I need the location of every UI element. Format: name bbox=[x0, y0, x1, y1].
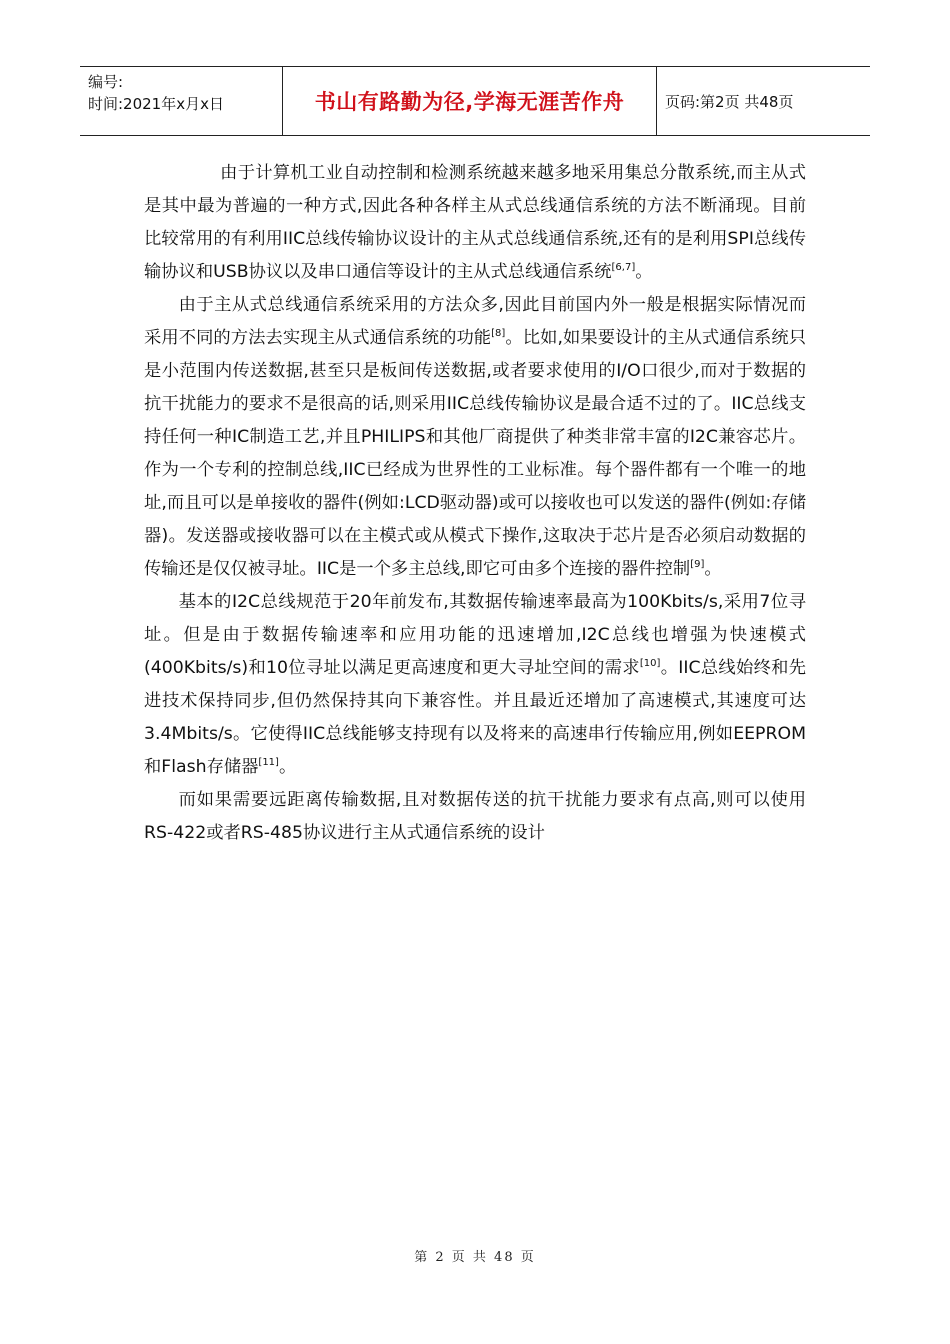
paragraph-4 bbox=[144, 784, 806, 850]
paragraph-text: 。 bbox=[278, 757, 297, 777]
paragraph-3 bbox=[144, 586, 806, 784]
paragraph-text: 。比如,如果要设计的主从式通信系统只是小范围内传送数据,甚至只是板间传送数据,或者要求使用的I/O口很少,而对于数据的抗干扰能力的要求不是很高的话,则采用IIC总线传输协议是最合适不过的了。IIC总线支持任何一种IC制造工艺,并且PHILIPS和其他厂商提供了种类非常丰富的I2C兼容芯片。作为一个专利的控制总线,IIC已经成为世界性的工业标准。每个器件都有一个唯一的地址,而且可以是单接收的器件(例如:LCD驱动器)或可以接收也可以发送的器件(例如:存储器)。发送器或接收器可以在主模式或从模式下操作,这取决于芯片是否必须启动数据的传输还是仅仅被寻址。IIC是一个多主总线,即它可由多个连接的器件控制 bbox=[144, 328, 806, 579]
paragraph-text: 。 bbox=[635, 262, 653, 282]
citation: [10] bbox=[639, 658, 661, 669]
page-header bbox=[80, 66, 870, 136]
header-motto: 书山有路勤为径,学海无涯苦作舟 bbox=[283, 67, 657, 135]
document-body bbox=[144, 157, 806, 850]
paragraph-1 bbox=[144, 157, 806, 289]
header-page-info: 页码:第2页 共48页 bbox=[665, 92, 794, 111]
page-footer: 第 2 页 共 48 页 bbox=[414, 1250, 536, 1265]
paragraph-text: 由于主从式总线通信系统采用的方法众多,因此目前国内外一般是根据实际情况而采用不同的方法去实现主从式通信系统的功能 bbox=[144, 295, 806, 348]
header-meta-cell bbox=[80, 67, 283, 135]
paragraph-text: 由于计算机工业自动控制和检测系统越来越多地采用集总分散系统,而主从式是其中最为普遍的一种方式,因此各种各样主从式总线通信系统的方法不断涌现。目前比较常用的有利用IIC总线传输协议设计的主从式总线通信系统,还有的是利用SPI总线传输协议和USB协议以及串口通信等设计的主从式总线通信系统 bbox=[144, 163, 806, 282]
paragraph-text: 基本的I2C总线规范于20年前发布,其数据传输速率最高为100Kbits/s,采用7位寻址。但是由于数据传输速率和应用功能的迅速增加,I2C总线也增强为快速模式(400Kbits/s)和10位寻址以满足更高速度和更大寻址空间的需求 bbox=[144, 592, 806, 678]
document-number-label: 编号: bbox=[88, 73, 124, 91]
paragraph-text: 而如果需要远距离传输数据,且对数据传送的抗干扰能力要求有点高,则可以使用RS-422或者RS-485协议进行主从式通信系统的设计 bbox=[144, 790, 806, 843]
paragraph-2 bbox=[144, 289, 806, 586]
citation: [8] bbox=[491, 328, 506, 339]
citation: [9] bbox=[690, 559, 705, 570]
document-time-label: 时间:2021年x月x日 bbox=[88, 95, 224, 113]
paragraph-text: 。IIC总线始终和先进技术保持同步,但仍然保持其向下兼容性。并且最近还增加了高速模式,其速度可达3.4Mbits/s。它使得IIC总线能够支持现有以及将来的高速串行传输应用,例如EEPROM和Flash存储器 bbox=[144, 658, 806, 777]
citation: [11] bbox=[258, 757, 279, 768]
paragraph-text: 。 bbox=[704, 559, 722, 579]
citation: [6,7] bbox=[611, 262, 636, 273]
